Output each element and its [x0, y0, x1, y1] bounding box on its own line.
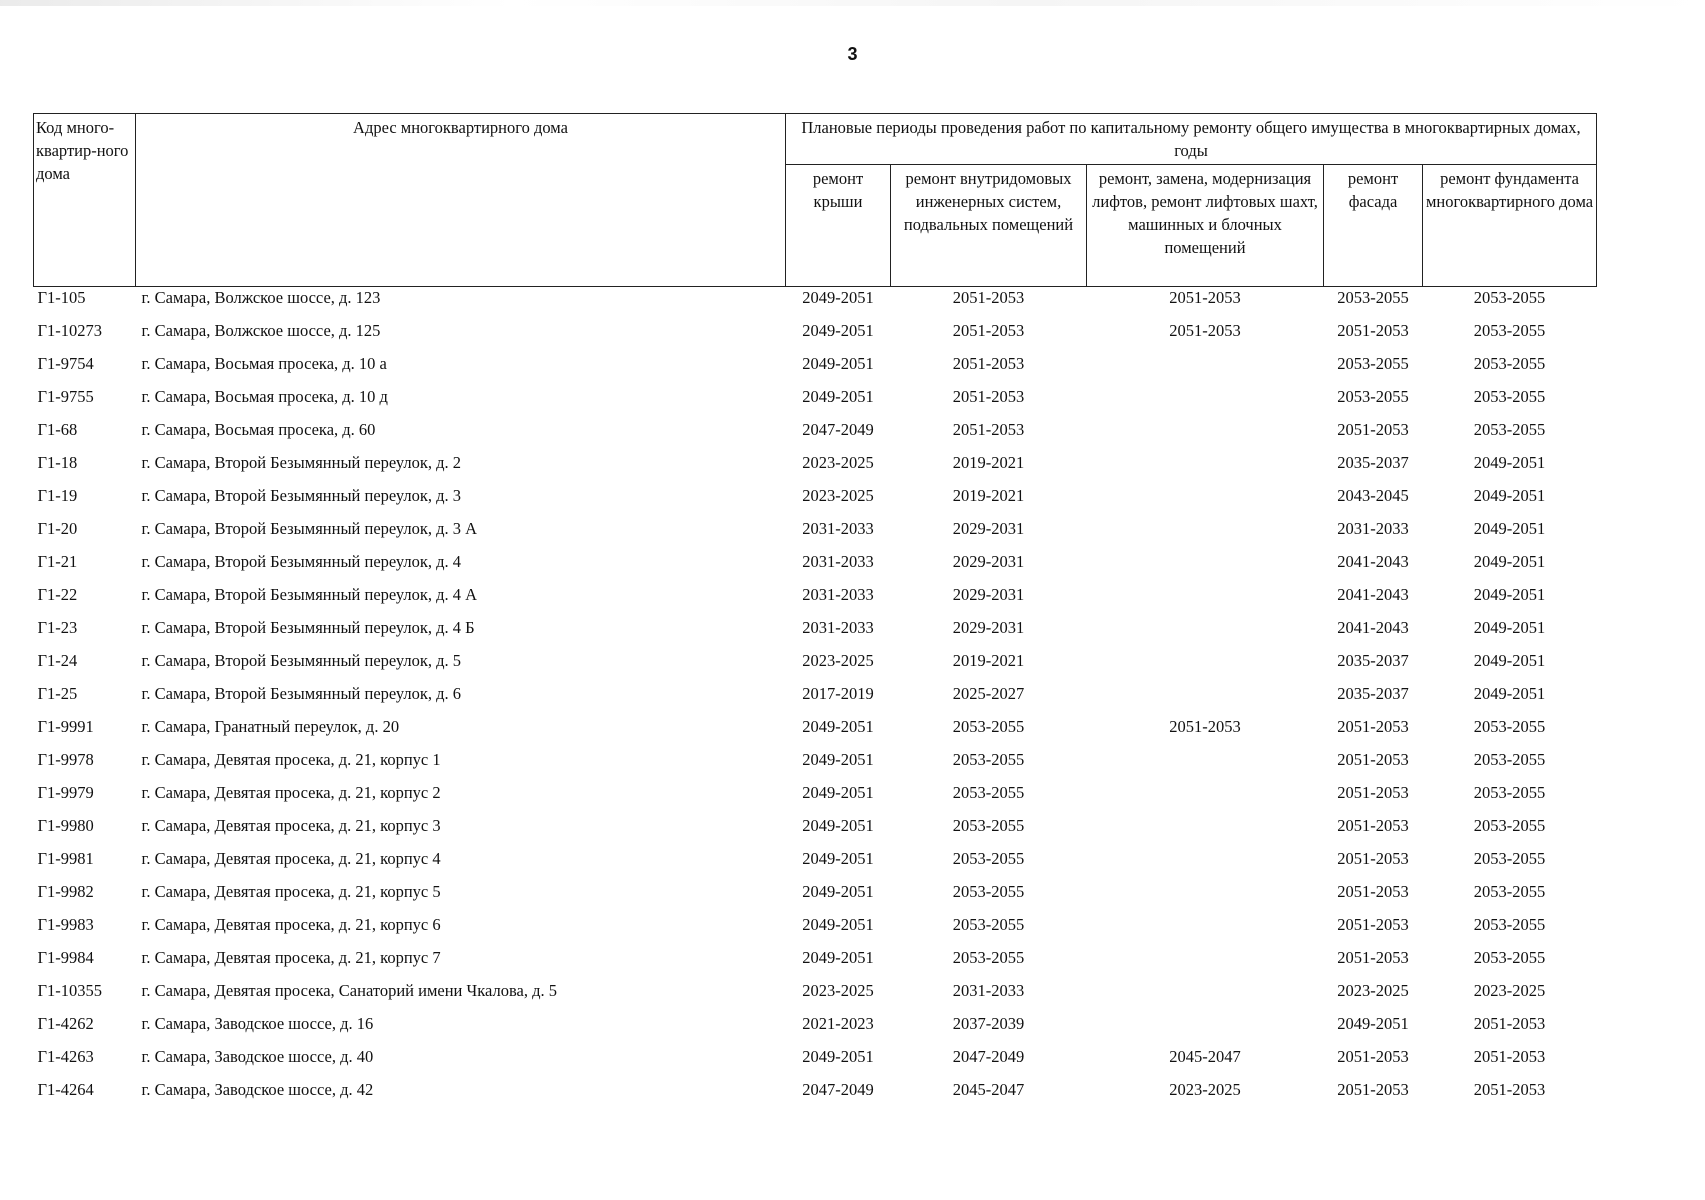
cell-engineering: 2019-2021 — [952, 453, 1025, 472]
cell-facade: 2051-2053 — [1337, 915, 1409, 934]
table-row — [34, 518, 1597, 551]
header-elevators: ремонт, замена, модернизация лифтов, ремонт лифтовых шахт, машинных и блочных помещений — [1087, 165, 1324, 287]
table-row — [34, 1046, 1597, 1079]
cell-facade: 2041-2043 — [1337, 585, 1409, 604]
cell-engineering: 2045-2047 — [952, 1080, 1025, 1099]
cell-foundation: 2053-2055 — [1473, 387, 1546, 406]
table-row — [34, 980, 1597, 1013]
header-foundation: ремонт фундамента многоквартирного дома — [1423, 165, 1597, 287]
table-row — [34, 584, 1597, 617]
cell-engineering: 2051-2053 — [952, 321, 1025, 340]
cell-facade: 2051-2053 — [1337, 882, 1409, 901]
cell-address: г. Самара, Девятая просека, д. 21, корпус 3 — [141, 816, 441, 835]
cell-facade: 2051-2053 — [1337, 1080, 1409, 1099]
table-body — [34, 287, 1597, 1113]
cell-roof: 2047-2049 — [802, 1080, 874, 1099]
cell-facade: 2049-2051 — [1337, 1014, 1409, 1033]
cell-engineering: 2019-2021 — [952, 651, 1025, 670]
cell-foundation: 2053-2055 — [1473, 948, 1546, 967]
cell-roof: 2023-2025 — [802, 981, 874, 1000]
cell-engineering: 2053-2055 — [952, 882, 1025, 901]
cell-roof: 2049-2051 — [802, 321, 874, 340]
cell-facade: 2043-2045 — [1337, 486, 1409, 505]
cell-roof: 2049-2051 — [802, 354, 874, 373]
cell-facade: 2051-2053 — [1337, 816, 1409, 835]
cell-foundation: 2053-2055 — [1473, 717, 1546, 736]
cell-elevators — [1087, 848, 1324, 881]
cell-foundation: 2049-2051 — [1473, 519, 1546, 538]
cell-code: Г1-105 — [37, 288, 86, 307]
cell-address: г. Самара, Девятая просека, д. 21, корпус 5 — [141, 882, 441, 901]
cell-code: Г1-68 — [37, 420, 78, 439]
cell-address: г. Самара, Гранатный переулок, д. 20 — [141, 717, 400, 736]
cell-address: г. Самара, Волжское шоссе, д. 125 — [141, 321, 381, 340]
cell-roof: 2031-2033 — [802, 552, 874, 571]
cell-roof: 2031-2033 — [802, 618, 874, 637]
cell-roof: 2023-2025 — [802, 486, 874, 505]
cell-elevators — [1087, 947, 1324, 980]
cell-foundation: 2049-2051 — [1473, 684, 1546, 703]
cell-roof: 2049-2051 — [802, 387, 874, 406]
cell-engineering: 2029-2031 — [952, 585, 1025, 604]
cell-code: Г1-18 — [37, 453, 78, 472]
cell-foundation: 2049-2051 — [1473, 486, 1546, 505]
cell-elevators — [1087, 419, 1324, 452]
cell-engineering: 2053-2055 — [952, 816, 1025, 835]
cell-address: г. Самара, Второй Безымянный переулок, д. 4 Б — [141, 618, 475, 637]
cell-code: Г1-4262 — [37, 1014, 94, 1033]
cell-code: Г1-23 — [37, 618, 78, 637]
cell-elevators — [1087, 1013, 1324, 1046]
cell-engineering: 2029-2031 — [952, 552, 1025, 571]
cell-elevators — [1087, 683, 1324, 716]
table-row — [34, 947, 1597, 980]
cell-engineering: 2053-2055 — [952, 948, 1025, 967]
cell-foundation: 2023-2025 — [1473, 981, 1546, 1000]
cell-address: г. Самара, Второй Безымянный переулок, д. 3 А — [141, 519, 478, 538]
cell-elevators — [1087, 518, 1324, 551]
cell-facade: 2051-2053 — [1337, 783, 1409, 802]
table-row — [34, 683, 1597, 716]
cell-roof: 2023-2025 — [802, 453, 874, 472]
cell-elevators — [1087, 452, 1324, 485]
cell-address: г. Самара, Девятая просека, д. 21, корпус 2 — [141, 783, 441, 802]
table-row — [34, 419, 1597, 452]
cell-address: г. Самара, Второй Безымянный переулок, д. 2 — [141, 453, 461, 472]
cell-foundation: 2049-2051 — [1473, 651, 1546, 670]
cell-elevators — [1087, 386, 1324, 419]
cell-foundation: 2053-2055 — [1473, 882, 1546, 901]
cell-elevators: 2051-2053 — [1169, 717, 1241, 736]
cell-foundation: 2049-2051 — [1473, 552, 1546, 571]
cell-code: Г1-9755 — [37, 387, 94, 406]
repair-schedule-table — [33, 113, 1597, 1112]
cell-code: Г1-4264 — [37, 1080, 94, 1099]
cell-code: Г1-9984 — [37, 948, 94, 967]
cell-address: г. Самара, Восьмая просека, д. 10 д — [141, 387, 388, 406]
cell-facade: 2051-2053 — [1337, 321, 1409, 340]
cell-facade: 2053-2055 — [1337, 354, 1409, 373]
cell-roof: 2049-2051 — [802, 948, 874, 967]
cell-foundation: 2051-2053 — [1473, 1014, 1546, 1033]
cell-elevators — [1087, 584, 1324, 617]
cell-address: г. Самара, Девятая просека, д. 21, корпус 7 — [141, 948, 441, 967]
cell-engineering: 2051-2053 — [952, 288, 1025, 307]
cell-address: г. Самара, Девятая просека, Санаторий имени Чкалова, д. 5 — [141, 981, 557, 1000]
cell-elevators: 2045-2047 — [1169, 1047, 1241, 1066]
cell-roof: 2049-2051 — [802, 750, 874, 769]
cell-foundation: 2053-2055 — [1473, 750, 1546, 769]
header-address: Адрес многоквартирного дома — [136, 114, 786, 287]
cell-code: Г1-9754 — [37, 354, 94, 373]
table-row — [34, 353, 1597, 386]
cell-code: Г1-9980 — [37, 816, 94, 835]
cell-facade: 2051-2053 — [1337, 948, 1409, 967]
cell-elevators — [1087, 815, 1324, 848]
cell-elevators — [1087, 749, 1324, 782]
cell-elevators — [1087, 485, 1324, 518]
cell-facade: 2035-2037 — [1337, 651, 1409, 670]
cell-code: Г1-20 — [37, 519, 78, 538]
cell-facade: 2051-2053 — [1337, 420, 1409, 439]
cell-foundation: 2053-2055 — [1473, 816, 1546, 835]
cell-roof: 2049-2051 — [802, 783, 874, 802]
table-header — [34, 114, 1597, 287]
cell-roof: 2031-2033 — [802, 585, 874, 604]
cell-code: Г1-9982 — [37, 882, 94, 901]
cell-code: Г1-21 — [37, 552, 78, 571]
cell-engineering: 2025-2027 — [952, 684, 1025, 703]
table-row — [34, 485, 1597, 518]
cell-facade: 2041-2043 — [1337, 552, 1409, 571]
table-row — [34, 716, 1597, 749]
cell-elevators — [1087, 881, 1324, 914]
cell-foundation: 2049-2051 — [1473, 453, 1546, 472]
cell-facade: 2051-2053 — [1337, 1047, 1409, 1066]
cell-facade: 2053-2055 — [1337, 387, 1409, 406]
table-row — [34, 815, 1597, 848]
cell-roof: 2023-2025 — [802, 651, 874, 670]
table-row — [34, 551, 1597, 584]
cell-engineering: 2051-2053 — [952, 354, 1025, 373]
table-row — [34, 749, 1597, 782]
cell-roof: 2049-2051 — [802, 882, 874, 901]
cell-address: г. Самара, Волжское шоссе, д. 123 — [141, 288, 381, 307]
cell-code: Г1-9978 — [37, 750, 94, 769]
cell-code: Г1-9979 — [37, 783, 94, 802]
cell-foundation: 2053-2055 — [1473, 354, 1546, 373]
cell-roof: 2049-2051 — [802, 915, 874, 934]
cell-code: Г1-9981 — [37, 849, 94, 868]
cell-code: Г1-10273 — [37, 321, 103, 340]
cell-roof: 2047-2049 — [802, 420, 874, 439]
cell-code: Г1-25 — [37, 684, 78, 703]
cell-facade: 2035-2037 — [1337, 453, 1409, 472]
cell-facade: 2051-2053 — [1337, 717, 1409, 736]
table-row — [34, 848, 1597, 881]
cell-elevators — [1087, 650, 1324, 683]
cell-foundation: 2053-2055 — [1473, 915, 1546, 934]
cell-address: г. Самара, Восьмая просека, д. 10 а — [141, 354, 387, 373]
cell-code: Г1-9991 — [37, 717, 94, 736]
cell-engineering: 2029-2031 — [952, 618, 1025, 637]
repair-schedule-sheet — [33, 113, 1596, 1112]
cell-address: г. Самара, Девятая просека, д. 21, корпус 1 — [141, 750, 441, 769]
cell-address: г. Самара, Второй Безымянный переулок, д. 3 — [141, 486, 461, 505]
cell-elevators — [1087, 551, 1324, 584]
cell-facade: 2031-2033 — [1337, 519, 1409, 538]
cell-engineering: 2053-2055 — [952, 783, 1025, 802]
table-row — [34, 1079, 1597, 1112]
cell-address: г. Самара, Второй Безымянный переулок, д. 4 А — [141, 585, 478, 604]
cell-roof: 2021-2023 — [802, 1014, 874, 1033]
table-row — [34, 386, 1597, 419]
cell-elevators — [1087, 914, 1324, 947]
table-row — [34, 617, 1597, 650]
cell-roof: 2049-2051 — [802, 1047, 874, 1066]
cell-roof: 2049-2051 — [802, 816, 874, 835]
cell-engineering: 2053-2055 — [952, 915, 1025, 934]
cell-address: г. Самара, Заводское шоссе, д. 42 — [141, 1080, 374, 1099]
cell-address: г. Самара, Девятая просека, д. 21, корпус 6 — [141, 915, 441, 934]
page-number: 3 — [847, 44, 858, 64]
table-row — [34, 1013, 1597, 1046]
cell-roof: 2049-2051 — [802, 717, 874, 736]
cell-facade: 2035-2037 — [1337, 684, 1409, 703]
cell-engineering: 2053-2055 — [952, 849, 1025, 868]
cell-code: Г1-9983 — [37, 915, 94, 934]
cell-foundation: 2053-2055 — [1473, 288, 1546, 307]
cell-roof: 2049-2051 — [802, 288, 874, 307]
cell-engineering: 2031-2033 — [952, 981, 1025, 1000]
cell-engineering: 2019-2021 — [952, 486, 1025, 505]
scan-edge-noise — [0, 0, 1705, 6]
cell-code: Г1-4263 — [37, 1047, 94, 1066]
cell-engineering: 2053-2055 — [952, 750, 1025, 769]
cell-address: г. Самара, Заводское шоссе, д. 16 — [141, 1014, 374, 1033]
cell-engineering: 2051-2053 — [952, 387, 1025, 406]
cell-foundation: 2053-2055 — [1473, 783, 1546, 802]
cell-elevators: 2051-2053 — [1169, 321, 1241, 340]
table-row — [34, 287, 1597, 321]
cell-foundation: 2053-2055 — [1473, 849, 1546, 868]
header-roof: ремонт крыши — [786, 165, 891, 287]
table-row — [34, 650, 1597, 683]
cell-elevators: 2051-2053 — [1169, 288, 1241, 307]
table-row — [34, 782, 1597, 815]
cell-elevators — [1087, 980, 1324, 1013]
header-engineering: ремонт внутридомовых инженерных систем, подвальных помещений — [891, 165, 1087, 287]
cell-code: Г1-19 — [37, 486, 78, 505]
cell-address: г. Самара, Девятая просека, д. 21, корпус 4 — [141, 849, 441, 868]
cell-engineering: 2047-2049 — [952, 1047, 1025, 1066]
cell-elevators — [1087, 353, 1324, 386]
cell-engineering: 2029-2031 — [952, 519, 1025, 538]
cell-elevators: 2023-2025 — [1169, 1080, 1241, 1099]
cell-engineering: 2037-2039 — [952, 1014, 1025, 1033]
cell-address: г. Самара, Второй Безымянный переулок, д. 5 — [141, 651, 461, 670]
cell-engineering: 2051-2053 — [952, 420, 1025, 439]
cell-foundation: 2051-2053 — [1473, 1047, 1546, 1066]
cell-address: г. Самара, Второй Безымянный переулок, д. 6 — [141, 684, 461, 703]
cell-code: Г1-10355 — [37, 981, 103, 1000]
cell-elevators — [1087, 782, 1324, 815]
cell-roof: 2049-2051 — [802, 849, 874, 868]
cell-facade: 2051-2053 — [1337, 849, 1409, 868]
cell-address: г. Самара, Заводское шоссе, д. 40 — [141, 1047, 374, 1066]
cell-facade: 2051-2053 — [1337, 750, 1409, 769]
table-row — [34, 452, 1597, 485]
cell-roof: 2031-2033 — [802, 519, 874, 538]
cell-foundation: 2049-2051 — [1473, 585, 1546, 604]
cell-foundation: 2049-2051 — [1473, 618, 1546, 637]
cell-facade: 2041-2043 — [1337, 618, 1409, 637]
cell-foundation: 2051-2053 — [1473, 1080, 1546, 1099]
cell-facade: 2053-2055 — [1337, 288, 1409, 307]
header-code: Код много-квартир-ного дома — [34, 114, 136, 287]
cell-address: г. Самара, Восьмая просека, д. 60 — [141, 420, 376, 439]
cell-code: Г1-24 — [37, 651, 78, 670]
cell-foundation: 2053-2055 — [1473, 420, 1546, 439]
cell-foundation: 2053-2055 — [1473, 321, 1546, 340]
cell-code: Г1-22 — [37, 585, 78, 604]
cell-roof: 2017-2019 — [802, 684, 874, 703]
table-row — [34, 320, 1597, 353]
table-row — [34, 881, 1597, 914]
cell-facade: 2023-2025 — [1337, 981, 1409, 1000]
cell-elevators — [1087, 617, 1324, 650]
header-facade: ремонт фасада — [1324, 165, 1423, 287]
header-periods: Плановые периоды проведения работ по капитальному ремонту общего имущества в многоквартирных домах, годы — [786, 114, 1597, 165]
cell-engineering: 2053-2055 — [952, 717, 1025, 736]
table-row — [34, 914, 1597, 947]
cell-address: г. Самара, Второй Безымянный переулок, д. 4 — [141, 552, 461, 571]
